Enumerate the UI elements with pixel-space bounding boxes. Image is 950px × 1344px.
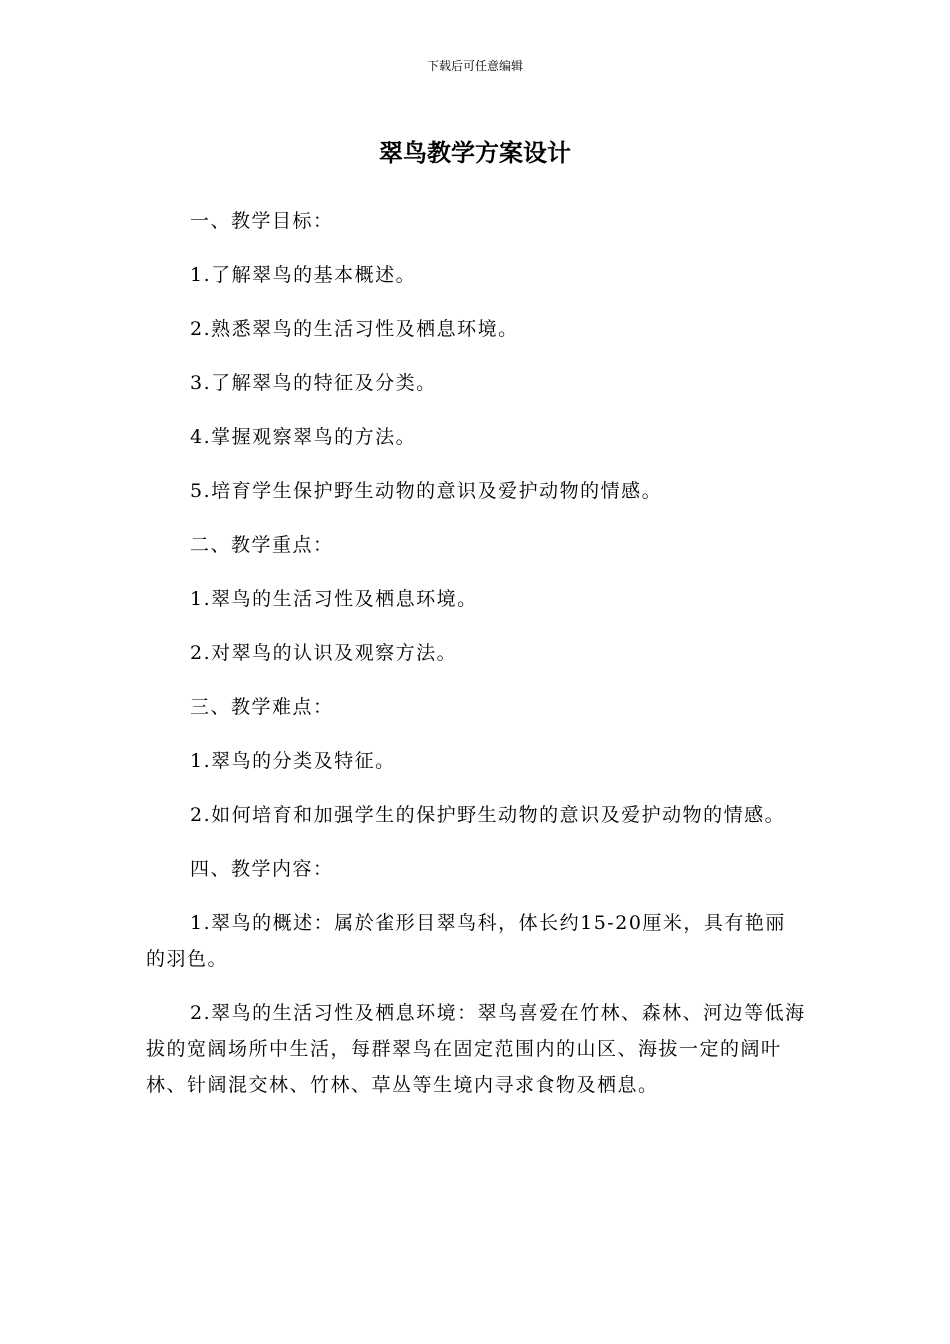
section-heading-objectives: 一、教学目标：	[190, 210, 334, 232]
document-title: 翠鸟教学方案设计	[379, 139, 571, 167]
key-point-item: 1.翠鸟的生活习性及栖息环境。	[190, 588, 478, 610]
objective-item: 5.培育学生保护野生动物的意识及爱护动物的情感。	[190, 480, 663, 502]
key-point-item: 2.对翠鸟的认识及观察方法。	[190, 642, 458, 664]
document-body	[146, 203, 806, 1121]
difficulty-item: 1.翠鸟的分类及特征。	[190, 750, 396, 772]
content-item: 2.翠鸟的生活习性及栖息环境：翠鸟喜爱在竹林、森林、河边等低海拔的宽阔场所中生活，每群翠鸟在固定范围内的山区、海拔一定的阔叶林、针阔混交林、竹林、草丛等生境内寻求食物及栖息。	[146, 1002, 806, 1096]
objective-item: 3.了解翠鸟的特征及分类。	[190, 372, 437, 394]
difficulty-item: 2.如何培育和加强学生的保护野生动物的意识及爱护动物的情感。	[190, 804, 786, 826]
section-heading-key-points: 二、教学重点：	[190, 534, 334, 556]
content-item: 1.翠鸟的概述：属於雀形目翠鸟科，体长约15-20厘米，具有艳丽的羽色。	[146, 912, 786, 970]
section-heading-difficulties: 三、教学难点：	[190, 696, 334, 718]
section-heading-content: 四、教学内容：	[190, 858, 334, 880]
header-note: 下载后可任意编辑	[426, 59, 523, 73]
objective-item: 2.熟悉翠鸟的生活习性及栖息环境。	[190, 318, 519, 340]
objective-item: 4.掌握观察翠鸟的方法。	[190, 426, 417, 448]
objective-item: 1.了解翠鸟的基本概述。	[190, 264, 417, 286]
